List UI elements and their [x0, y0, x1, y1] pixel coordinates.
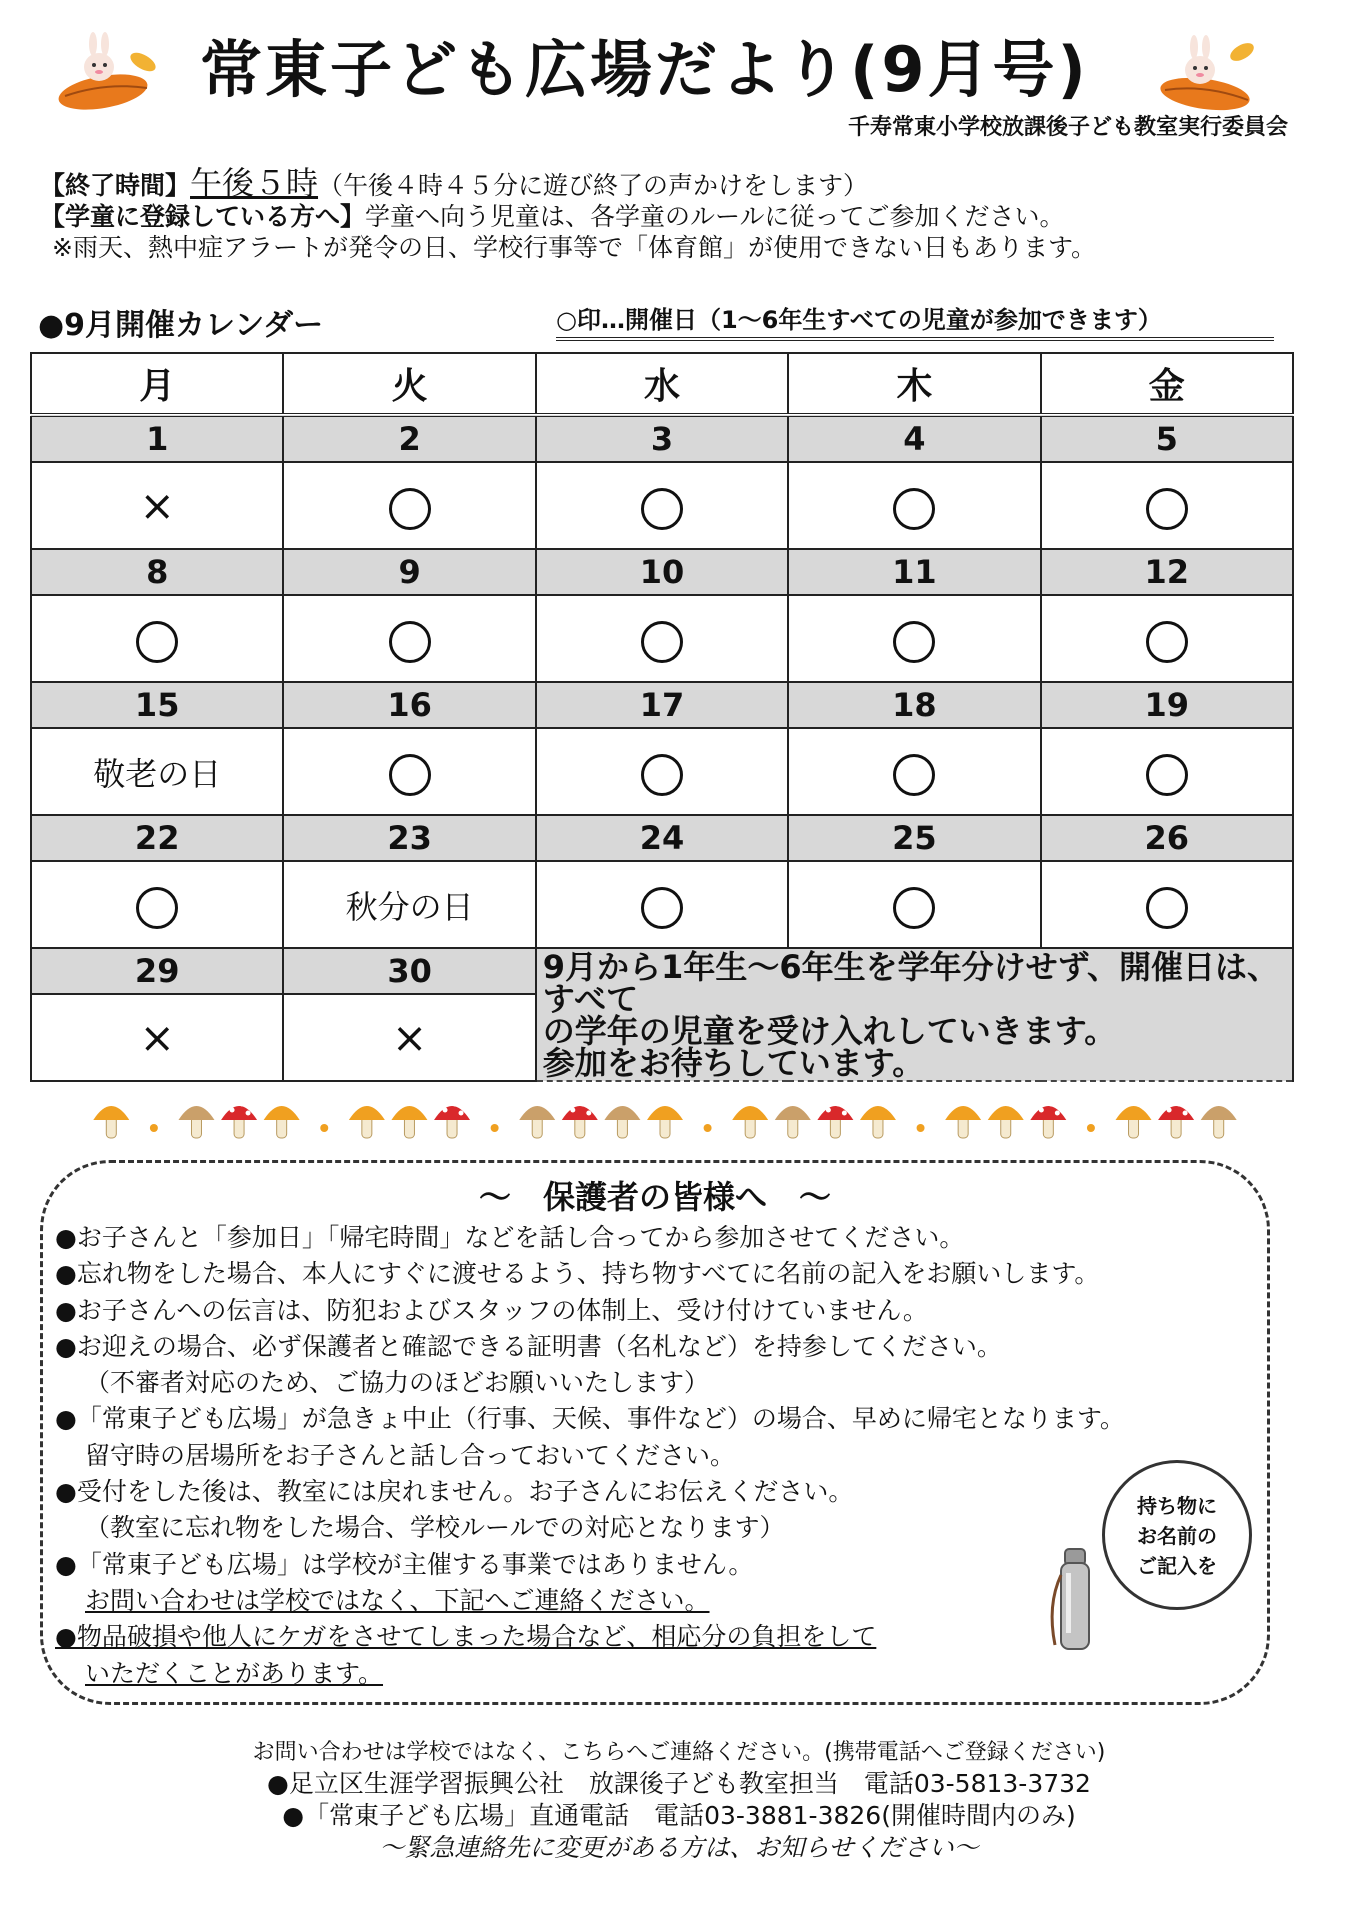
closed-day-mark: × — [283, 994, 535, 1081]
footer-line: ●足立区生涯学習振興公社 放課後子ども教室担当 電話03-5813-3732 — [267, 1769, 1091, 1798]
mushroom-icon — [1158, 1102, 1194, 1139]
circle-icon — [641, 621, 683, 663]
rabbit-on-leaf-icon — [1150, 22, 1260, 117]
circle-icon — [893, 754, 935, 796]
end-time-note: （午後４時４５分に遊び終了の声かけをします） — [318, 171, 869, 200]
open-day-mark — [31, 861, 283, 948]
date-row — [31, 682, 1293, 728]
date-cell: 18 — [788, 682, 1040, 728]
mushroom-icon — [391, 1106, 427, 1138]
circle-icon — [641, 754, 683, 796]
list-item: ●「常東子ども広場」が急きょ中止（行事、天候、事件など）の場合、早めに帰宅となります。 — [55, 1404, 1125, 1434]
mushroom-icon — [1030, 1102, 1066, 1139]
guardians-list — [55, 1220, 1125, 1692]
mushroom-icon — [93, 1106, 129, 1138]
weekday-header: 月 — [31, 353, 283, 415]
list-item: ●物品破損や他人にケガをさせてしまった場合など、相応分の負担をして — [55, 1622, 877, 1652]
note-line: 9月から1年生～6年生を学年分けせず、開催日は、すべて — [542, 947, 1280, 1018]
gakudo-label: 【学童に登録している方へ】 — [40, 202, 366, 231]
date-cell: 23 — [283, 815, 535, 861]
list-item: ●忘れ物をした場合、本人にすぐに渡せるよう、持ち物すべてに名前の記入をお願いします。 — [55, 1259, 1100, 1289]
date-cell: 19 — [1041, 682, 1293, 728]
date-cell: 16 — [283, 682, 535, 728]
mushroom-icon — [817, 1102, 853, 1139]
list-item: ●お子さんへの伝言は、防犯およびスタッフの体制上、受け付けていません。 — [55, 1295, 928, 1325]
date-cell: 4 — [788, 415, 1040, 462]
date-cell: 3 — [536, 415, 788, 462]
mushroom-icon — [860, 1106, 896, 1138]
mark-row — [31, 462, 1293, 549]
mushroom-icon — [519, 1106, 555, 1138]
mushroom-icon — [1116, 1106, 1152, 1138]
open-day-mark — [1041, 728, 1293, 815]
mushroom-icon — [1201, 1106, 1237, 1138]
mushroom-icon — [945, 1106, 981, 1138]
mark-row — [31, 861, 1293, 948]
list-item: ●お迎えの場合、必ず保護者と確認できる証明書（名札など）を持参してください。 — [55, 1331, 1002, 1361]
dot-icon — [917, 1124, 925, 1132]
date-cell: 15 — [31, 682, 283, 728]
date-cell: 24 — [536, 815, 788, 861]
contact-footer — [0, 1738, 1358, 1864]
date-cell: 17 — [536, 682, 788, 728]
mushroom-icon — [647, 1106, 683, 1138]
list-item: 留守時の居場所をお子さんと話し合っておいてください。 — [85, 1440, 736, 1470]
footer-line: ●「常東子ども広場」直通電話 電話03-3881-3826(開催時間内のみ) — [282, 1801, 1076, 1830]
footer-line: ～緊急連絡先に変更がある方は、お知らせください～ — [379, 1833, 979, 1862]
mushroom-icon — [349, 1106, 385, 1138]
open-day-mark — [788, 595, 1040, 682]
open-day-mark — [536, 728, 788, 815]
date-cell: 10 — [536, 549, 788, 595]
organization-name: 千寿常東小学校放課後子ども教室実行委員会 — [847, 115, 1288, 140]
note-line: の学年の児童を受け入れしていきます。 — [542, 1011, 1117, 1050]
end-time-label: 【終了時間】 — [40, 171, 191, 200]
date-cell: 30 — [283, 948, 535, 994]
circle-icon — [1146, 887, 1188, 929]
open-day-mark — [536, 595, 788, 682]
list-item: （教室に忘れ物をした場合、学校ルールでの対応となります） — [85, 1513, 785, 1543]
mushroom-icon — [604, 1106, 640, 1138]
weekday-header: 木 — [788, 353, 1040, 415]
circle-icon — [136, 887, 178, 929]
holiday-cell: 秋分の日 — [283, 861, 535, 948]
rabbit-on-leaf-icon — [55, 22, 165, 117]
rain-notice: ※雨天、熱中症アラートが発令の日、学校行事等で「体育館」が使用できない日もあります。 — [52, 233, 1096, 262]
mushroom-decoration-row — [90, 1090, 1240, 1150]
list-item: ●「常東子ども広場」は学校が主催する事業ではありません。 — [55, 1549, 754, 1579]
list-item: ●受付をした後は、教室には戻れません。お子さんにお伝えください。 — [55, 1477, 854, 1507]
circle-icon — [641, 887, 683, 929]
mushroom-icon — [221, 1102, 257, 1139]
open-day-mark — [31, 595, 283, 682]
date-cell: 12 — [1041, 549, 1293, 595]
date-cell: 2 — [283, 415, 535, 462]
holiday-cell: 敬老の日 — [31, 728, 283, 815]
closed-day-mark: × — [31, 462, 283, 549]
circle-icon — [1146, 754, 1188, 796]
mark-row — [31, 728, 1293, 815]
open-day-mark — [1041, 595, 1293, 682]
dot-icon — [491, 1124, 499, 1132]
page-title: 常東子ども広場だより(9月号) — [200, 33, 1089, 106]
date-row — [31, 415, 1293, 462]
open-day-mark — [1041, 462, 1293, 549]
note-line: 参加をお待ちしています。 — [542, 1043, 925, 1082]
open-day-mark — [1041, 861, 1293, 948]
bubble-line: 持ち物に — [1137, 1494, 1217, 1518]
circle-icon — [389, 754, 431, 796]
circle-icon — [389, 621, 431, 663]
calendar-heading: ●9月開催カレンダー — [38, 308, 324, 343]
circle-icon — [389, 488, 431, 530]
circle-icon — [1146, 621, 1188, 663]
open-day-mark — [788, 861, 1040, 948]
date-cell: 9 — [283, 549, 535, 595]
calendar-note — [536, 948, 1293, 1081]
open-day-mark — [536, 462, 788, 549]
open-day-mark — [788, 728, 1040, 815]
bubble-line: ご記入を — [1137, 1554, 1217, 1578]
date-row — [31, 549, 1293, 595]
open-day-mark — [283, 595, 535, 682]
end-time: 午後５時 — [190, 164, 319, 202]
mark-row — [31, 595, 1293, 682]
notice-block — [40, 164, 1096, 263]
circle-icon — [893, 621, 935, 663]
open-day-mark — [536, 861, 788, 948]
calendar-table — [30, 352, 1294, 1082]
closed-day-mark: × — [31, 994, 283, 1081]
dot-icon — [704, 1124, 712, 1132]
speech-bubble — [1102, 1460, 1252, 1610]
gakudo-text: 学童へ向う児童は、各学童のルールに従ってご参加ください。 — [365, 202, 1065, 231]
list-item: お問い合わせは学校ではなく、下記へご連絡ください。 — [85, 1585, 710, 1615]
dot-icon — [1087, 1124, 1095, 1132]
weekday-row — [31, 353, 1293, 415]
date-row — [31, 815, 1293, 861]
open-day-mark — [788, 462, 1040, 549]
footer-line: お問い合わせは学校ではなく、こちらへご連絡ください。(携帯電話へご登録ください) — [252, 1740, 1106, 1765]
open-day-mark — [283, 462, 535, 549]
circle-icon — [893, 488, 935, 530]
calendar-legend: ○印…開催日（1～6年生すべての児童が参加できます） — [556, 300, 1274, 341]
bubble-line: お名前の — [1137, 1524, 1217, 1548]
date-cell: 5 — [1041, 415, 1293, 462]
date-cell: 22 — [31, 815, 283, 861]
date-cell: 8 — [31, 549, 283, 595]
circle-icon — [1146, 488, 1188, 530]
date-row — [31, 948, 1293, 994]
mushroom-icon — [434, 1102, 470, 1139]
circle-icon — [641, 488, 683, 530]
mushroom-icon — [775, 1106, 811, 1138]
circle-icon — [893, 887, 935, 929]
list-item: いただくことがあります。 — [85, 1658, 384, 1688]
mushroom-icon — [732, 1106, 768, 1138]
weekday-header: 水 — [536, 353, 788, 415]
mushroom-icon — [562, 1102, 598, 1139]
mushroom-icon — [988, 1106, 1024, 1138]
date-cell: 26 — [1041, 815, 1293, 861]
weekday-header: 金 — [1041, 353, 1293, 415]
dot-icon — [150, 1124, 158, 1132]
date-cell: 29 — [31, 948, 283, 994]
list-item: （不審者対応のため、ご協力のほどお願いいたします） — [85, 1368, 710, 1398]
dot-icon — [320, 1124, 328, 1132]
open-day-mark — [283, 728, 535, 815]
thermos-bottle-icon — [1045, 1545, 1105, 1655]
mushroom-icon — [178, 1106, 214, 1138]
mushroom-icon — [264, 1106, 300, 1138]
guardians-title: ～ 保護者の皆様へ ～ — [478, 1178, 831, 1216]
circle-icon — [136, 621, 178, 663]
date-cell: 11 — [788, 549, 1040, 595]
list-item: ●お子さんと「参加日」「帰宅時間」などを話し合ってから参加させてください。 — [55, 1223, 965, 1252]
weekday-header: 火 — [283, 353, 535, 415]
date-cell: 25 — [788, 815, 1040, 861]
date-cell: 1 — [31, 415, 283, 462]
